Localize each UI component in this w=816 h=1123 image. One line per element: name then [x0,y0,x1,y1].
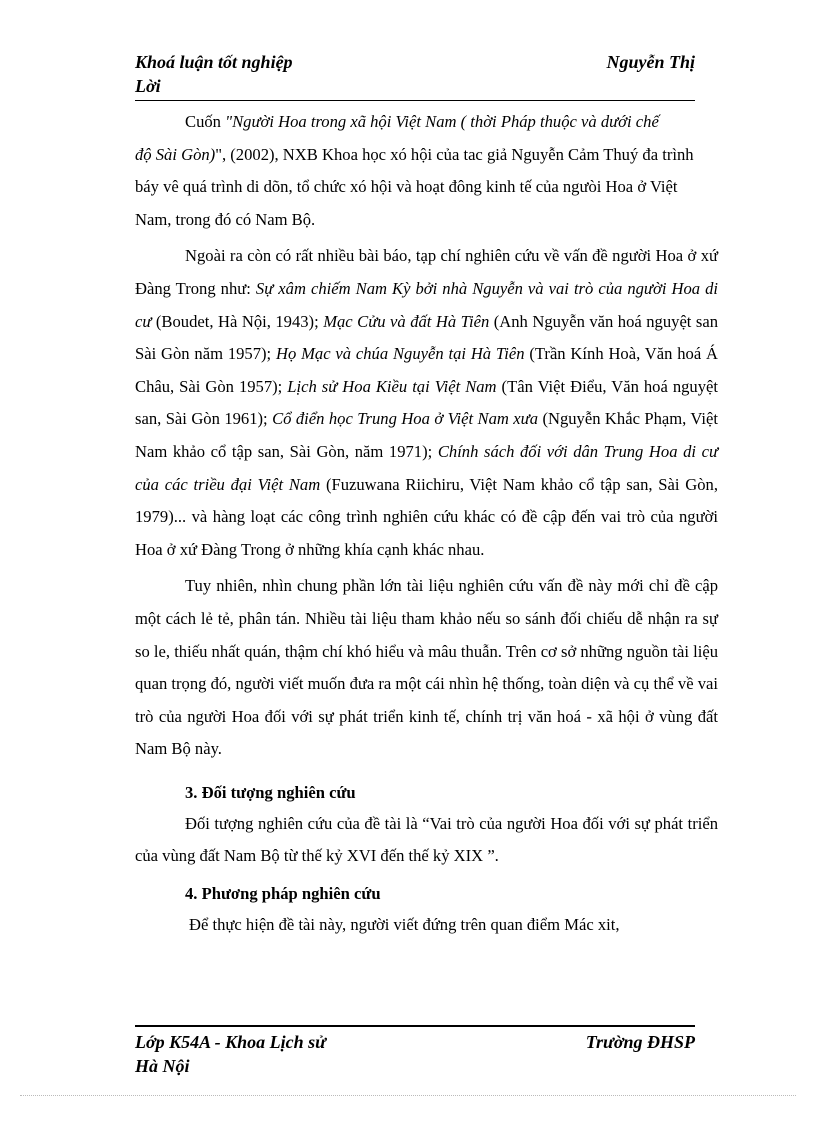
document-body [135,106,718,942]
footer-right: Trường ĐHSP [585,1032,695,1052]
p2-italic-2: Mạc Cửu và đất Hà Tiên [323,311,490,331]
section-heading-3: 3. Đối tượng nghiên cứu [185,782,356,802]
p1-book-title: "Người Hoa trong xã hội Việt Nam ( thời Pháp thuộc và dưới chế [225,112,659,131]
p2-text-3: (Anh Nguyễn văn hoá nguyệt san Sài Gòn năm 1957); [135,311,719,364]
p2-text-7: (Fuzuwana Riichiru, Việt Nam khảo cổ tập san, Sài Gòn, 1979)... và hàng loạt các công trình nghiên cứu khác có đề cập đến vai trò của người Hoa ở xứ Đàng Trong ở những khía cạnh khác nhau. [135,474,718,559]
p1-text-a: Cuốn [185,112,226,131]
paragraph-1 [135,106,718,236]
paragraph-4: Đối tượng nghiên cứu của đề tài là “Vai trò của người Hoa đối với sự phát triển của vùng đất Nam Bộ từ thế kỷ XVI đến thế kỷ XIX ”. [135,813,718,866]
p2-italic-1: Sự xâm chiếm Nam Kỳ bởi nhà Nguyễn và vai trò của người Hoa di cư [135,278,718,331]
paragraph-3: Tuy nhiên, nhìn chung phần lớn tài liệu nghiên cứu vấn đề này mới chỉ đề cập một cách lẻ tẻ, phân tán. Nhiều tài liệu tham khảo nếu so sánh đối chiếu dễ nhận ra sự so le, thiếu nhất quán, thậm chí khó hiểu và mâu thuẫn. Trên cơ sở những nguồn tài liệu quan trọng đó, người viết muốn đưa ra một cái nhìn hệ thống, toàn diện và cụ thể về vai trò của người Hoa đối với sự phát triển kinh tế, chính trị văn hoá - xã hội ở vùng đất Nam Bộ này. [135,576,718,759]
page-footer [135,1030,695,1078]
p2-italic-6: Chính sách đối với dân Trung Hoa di cư của các triều đại Việt Nam [135,441,718,494]
p2-text-5: (Tân Việt Điểu, Văn hoá nguyệt san, Sài Gòn 1961); [135,376,718,429]
header-left-line2: Lời [135,76,161,96]
header-left-line1: Khoá luận tốt nghiệp [135,52,293,72]
header-rule [135,100,695,101]
footer-left-line1: Lớp K54A - Khoa Lịch sử [135,1032,326,1052]
page-header [135,50,695,98]
p2-text-2: (Boudet, Hà Nội, 1943); [151,311,324,331]
section-heading-4: 4. Phương pháp nghiên cứu [185,884,381,904]
p2-text-1: Ngoài ra còn có rất nhiều bài báo, tạp chí nghiên cứu về vấn đề người Hoa ở xứ Đàng Trong như: [135,246,718,298]
footer-left-line2: Hà Nội [135,1056,190,1076]
page-bottom-dotted-line [20,1095,796,1096]
p2-text-6: (Nguyễn Khắc Phạm, Việt Nam khảo cổ tập san, Sài Gòn, năm 1971); [135,409,719,461]
header-right: Nguyễn Thị [606,52,695,72]
p2-text-4: (Trần Kính Hoà, Văn hoá Á Châu, Sài Gòn 1957); [135,344,718,396]
p2-italic-3: Họ Mạc và chúa Nguyễn tại Hà Tiên [275,344,525,364]
paragraph-2 [135,240,718,566]
p1-book-title-cont: độ Sài Gòn) [135,144,216,164]
p2-italic-4: Lịch sử Hoa Kiều tại Việt Nam [287,376,497,396]
p1-text-b: ", (2002), NXB Khoa học xó hội của tac giả Nguyễn Cảm Thuý đa trình báy vê quá trình di dõn, tổ chức xó hội và hoạt đông kinh tế của ngưòi Hoa ở Việt Nam, trong đó có Nam Bộ. [135,144,694,229]
paragraph-5: Để thực hiện đề tài này, người viết đứng trên quan điểm Mác xit, [189,915,620,935]
footer-rule [135,1025,695,1027]
p2-italic-5: Cổ điển học Trung Hoa ở Việt Nam xưa [272,409,539,429]
